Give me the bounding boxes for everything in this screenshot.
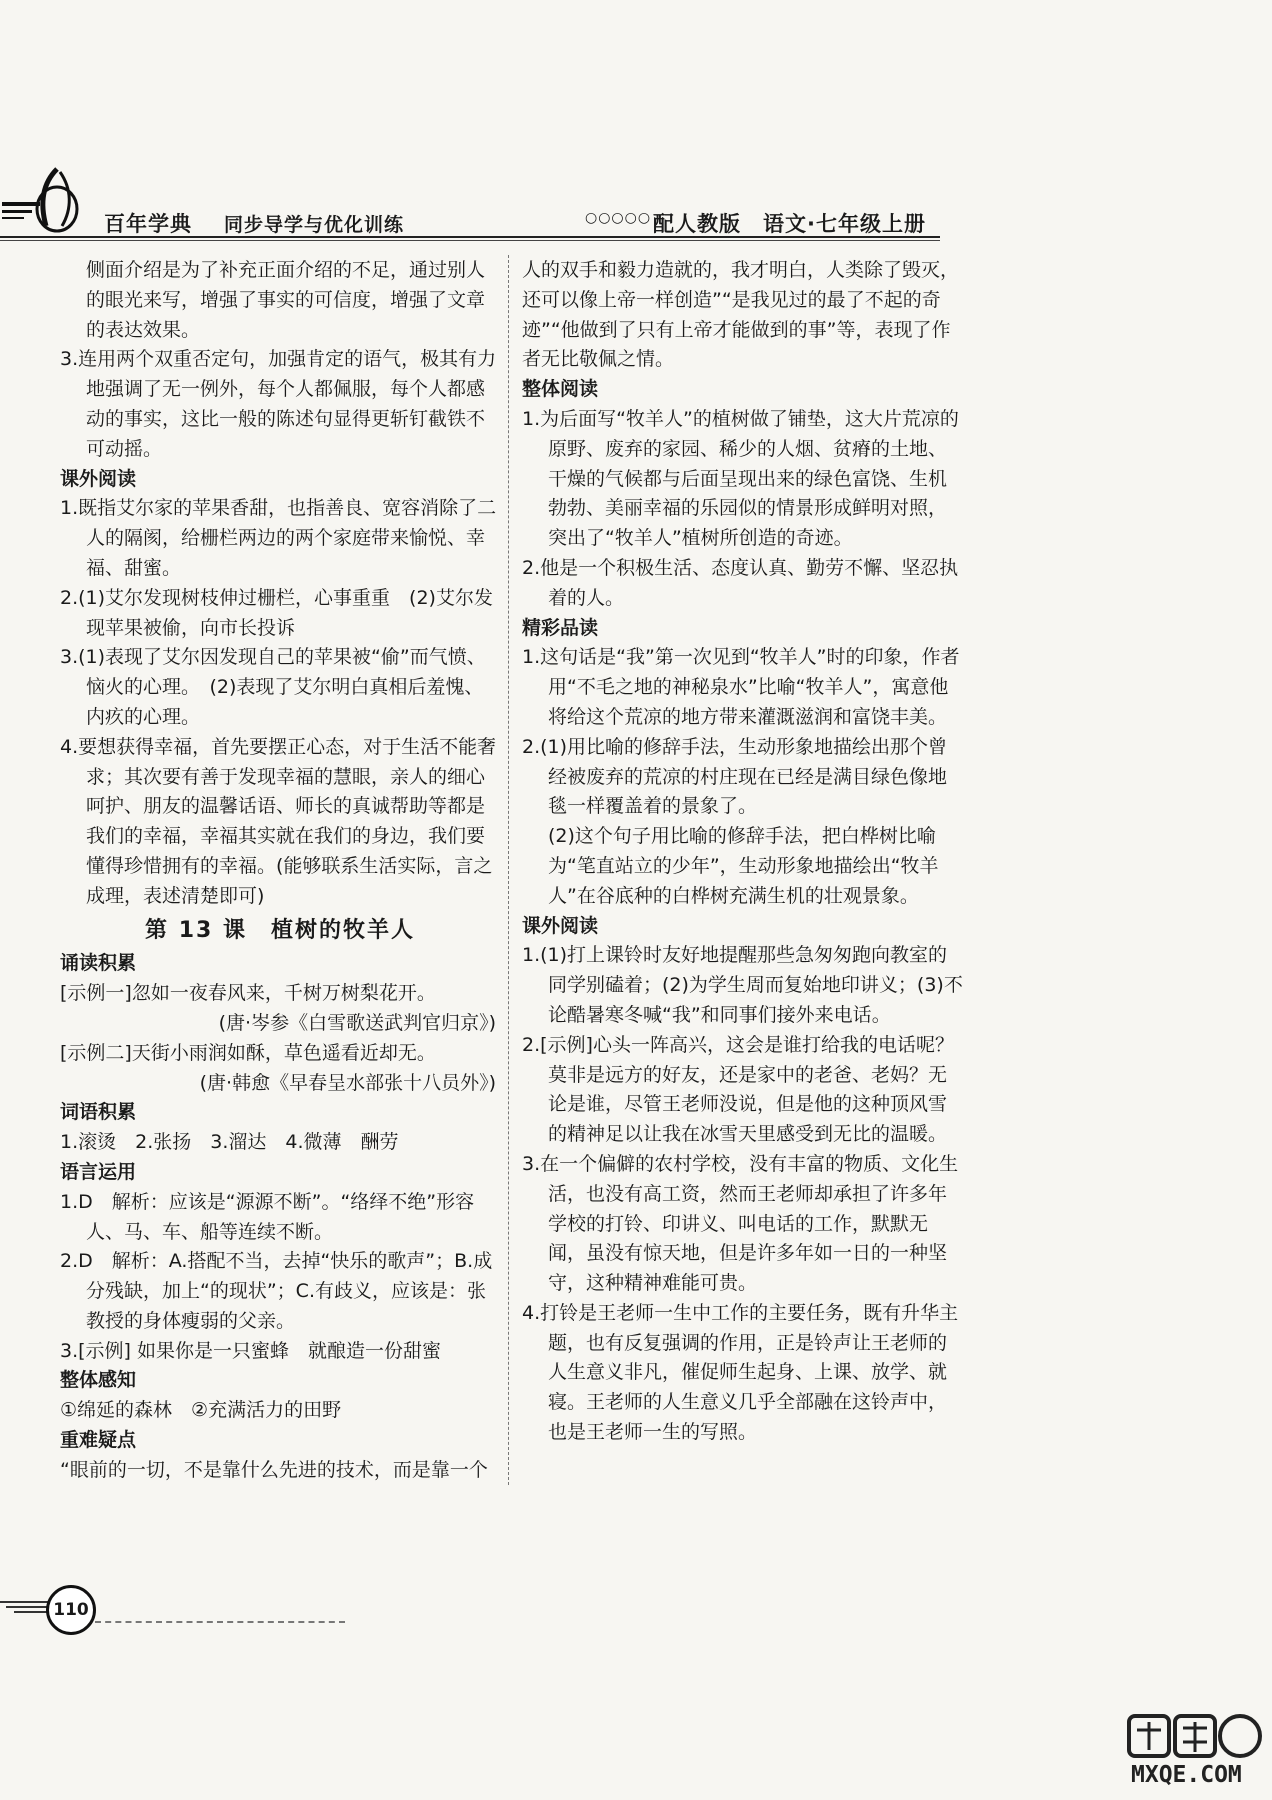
section-heading: 整体感知 bbox=[60, 1369, 137, 1392]
header-rule-thin bbox=[0, 240, 940, 241]
right-column bbox=[522, 256, 965, 1448]
answer-item: 1.这句话是“我”第一次见到“牧羊人”时的印象，作者用“不毛之地的神秘泉水”比喻“牧羊人”，寓意他将给这个荒凉的地方带来灌溉滋润和富饶丰美。 bbox=[522, 646, 960, 728]
answer-text: 3.[示例] 如果你是一只蜜蜂 就酿造一份甜蜜 bbox=[60, 1339, 441, 1362]
section-heading: 课外阅读 bbox=[522, 914, 599, 937]
watermark-text: MXQE.COM bbox=[1131, 1762, 1242, 1788]
answer-item: 3.连用两个双重否定句，加强肯定的语气，极其有力地强调了无一例外，每个人都佩服，每个人都感动的事实，这比一般的陈述句显得更斩钉截铁不可动摇。 bbox=[60, 348, 497, 460]
left-column bbox=[60, 256, 500, 1486]
answer-item: 1.既指艾尔家的苹果香甜，也指善良、宽容消除了二人的隔阂，给栅栏两边的两个家庭带来愉悦、幸福、甜蜜。 bbox=[60, 497, 497, 579]
answer-text: [示例二]天街小雨润如酥，草色遥看近却无。 bbox=[60, 1041, 436, 1064]
edition-label: 配人教版 语文·七年级上册 bbox=[653, 212, 926, 236]
book-subtitle: 同步导学与优化训练 bbox=[224, 214, 405, 236]
answer-item: 2.[示例]心头一阵高兴，这会是谁打给我的电话呢？莫非是远方的好友，还是家中的老爸、老妈？无论是谁，尽管王老师没说，但是他的这种顶风雪的精神足以让我在冰雪天里感受到无比的温暖。 bbox=[522, 1033, 954, 1146]
answer-item: 2.(1)用比喻的修辞手法，生动形象地描绘出那个曾经被废弃的荒凉的村庄现在已经是满目绿色像地毯一样覆盖着的景象了。 bbox=[522, 735, 948, 818]
section-heading: 语言运用 bbox=[60, 1160, 137, 1183]
footer-dashed-line bbox=[95, 1621, 345, 1623]
quill-logo-icon bbox=[2, 164, 102, 234]
answer-item: 1.D 解析：应该是“源源不断”。“络绎不绝”形容人、马、车、船等连续不断。 bbox=[60, 1190, 475, 1243]
answer-item: 1.(1)打上课铃时友好地提醒那些急匆匆跑向教室的同学别磕着；(2)为学生周而复始地印讲义；(3)不论酷暑寒冬喊“我”和同事们接外来电话。 bbox=[522, 944, 963, 1026]
section-heading: 课外阅读 bbox=[60, 467, 137, 490]
answer-item: 2.他是一个积极生活、态度认真、勤劳不懈、坚忍执着的人。 bbox=[522, 556, 959, 609]
answer-item: 2.(1)艾尔发现树枝伸过栅栏，心事重重 (2)艾尔发现苹果被偷，向市长投诉 bbox=[60, 586, 493, 639]
answer-item: 1.为后面写“牧羊人”的植树做了铺垫，这大片荒凉的原野、废弃的家园、稀少的人烟、贫瘠的土地、干燥的气候都与后面呈现出来的绿色富饶、生机勃勃、美丽幸福的乐园似的情景形成鲜明对照，突出了“牧羊人”植树所创造的奇迹。 bbox=[522, 407, 959, 550]
section-heading: 精彩品读 bbox=[522, 616, 599, 639]
section-heading: 整体阅读 bbox=[522, 378, 599, 401]
answer-text: [示例一]忽如一夜春风来，千树万树梨花开。 bbox=[60, 982, 436, 1005]
answer-item: 4.打铃是王老师一生中工作的主要任务，既有升华主题，也有反复强调的作用，正是铃声让王老师的人生意义非凡，催促师生起身、上课、放学、就寝。王老师的人生意义几乎全部融在这铃声中，也是王老师一生的写照。 bbox=[522, 1301, 959, 1444]
watermark-logo-icon bbox=[1125, 1710, 1265, 1765]
column-divider bbox=[508, 255, 509, 1485]
answer-text: “眼前的一切，不是靠什么先进的技术，而是靠一个 bbox=[60, 1458, 488, 1481]
section-heading: 重难疑点 bbox=[60, 1429, 137, 1452]
header-rule bbox=[0, 236, 940, 238]
citation: (唐·韩愈《早春呈水部张十八员外》) bbox=[199, 1071, 496, 1094]
answer-item: 2.D 解析：A.搭配不当，去掉“快乐的歌声”；B.成分残缺，加上“的现状”；C.有歧义，应该是：张教授的身体瘦弱的父亲。 bbox=[60, 1250, 493, 1332]
answer-continuation: 侧面介绍是为了补充正面介绍的不足，通过别人的眼光来写，增强了事实的可信度，增强了文章的表达效果。 bbox=[86, 259, 486, 341]
answer-item: 3.(1)表现了艾尔因发现自己的苹果被“偷”而气愤、恼火的心理。 (2)表现了艾尔明白真相后羞愧、内疚的心理。 bbox=[60, 646, 486, 728]
page-footer bbox=[0, 1585, 400, 1645]
lesson-title: 第 13 课 植树的牧羊人 bbox=[145, 917, 415, 943]
watermark bbox=[1125, 1710, 1265, 1795]
section-heading: 词语积累 bbox=[60, 1101, 137, 1124]
answer-text: 1.滚烫 2.张扬 3.溜达 4.微薄 酬劳 bbox=[60, 1131, 399, 1154]
answer-text: ①绵延的森林 ②充满活力的田野 bbox=[60, 1399, 342, 1422]
page-number: 110 bbox=[46, 1585, 96, 1635]
page-header bbox=[0, 150, 1272, 245]
brand-name: 百年学典 bbox=[104, 212, 192, 236]
header-dots: ○○○○○ bbox=[585, 210, 652, 226]
section-heading: 诵读积累 bbox=[60, 952, 137, 975]
footer-lines-icon bbox=[0, 1597, 48, 1617]
answer-item: 4.要想获得幸福，首先要摆正心态，对于生活不能奢求；其次要有善于发现幸福的慧眼，亲人的细心呵护、朋友的温馨话语、师长的真诚帮助等都是我们的幸福，幸福其实就在我们的身边，我们要懂得珍惜拥有的幸福。(能够联系生活实际，言之成理，表述清楚即可) bbox=[60, 735, 497, 907]
answer-text: 人的双手和毅力造就的，我才明白，人类除了毁灭，还可以像上帝一样创造”“是我见过的最了不起的奇迹”“他做到了只有上帝才能做到的事”等，表现了作者无比敬佩之情。 bbox=[522, 259, 960, 371]
citation: (唐·岑参《白雪歌送武判官归京》) bbox=[218, 1011, 496, 1034]
answer-item: 3.在一个偏僻的农村学校，没有丰富的物质、文化生活，也没有高工资，然而王老师却承担了许多年学校的打铃、印讲义、叫电话的工作，默默无闻，虽没有惊天地，但是许多年如一日的一种坚守，这种精神难能可贵。 bbox=[522, 1152, 959, 1295]
answer-continuation: (2)这个句子用比喻的修辞手法，把白桦树比喻为“笔直站立的少年”，生动形象地描绘出“牧羊人”在谷底种的白桦树充满生机的壮观景象。 bbox=[548, 825, 939, 907]
